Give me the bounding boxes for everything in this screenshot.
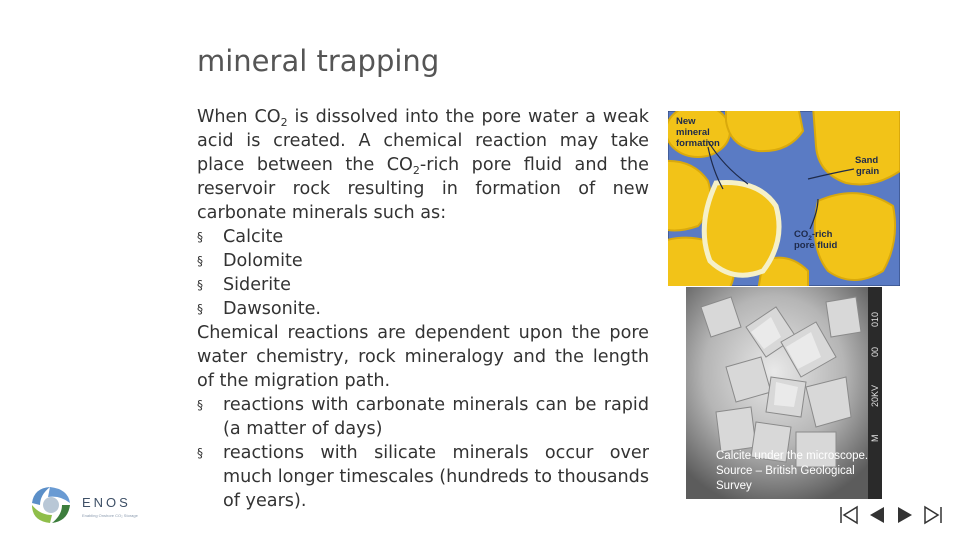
sem-label: 00 [870, 346, 880, 357]
list-item: § Dawsonite. [197, 299, 322, 319]
label-new-mineral: New [676, 116, 696, 127]
pore-space-diagram [668, 111, 900, 286]
list-item: § Siderite [197, 275, 291, 295]
list-item: § reactions with silicate minerals occur over much longer timescales (hundreds to thousands of years). [197, 443, 649, 511]
list-item: § Dolomite [197, 251, 303, 271]
label-co2-fluid: $CO_2$-rich [794, 229, 833, 242]
label-new-mineral: mineral [676, 127, 710, 138]
label-sand-grain: grain [856, 166, 880, 177]
micrograph-caption: Calcite under the microscope. Source – British Geological Survey [716, 450, 869, 492]
last-slide-icon[interactable] [922, 504, 944, 526]
slide-title: mineral trapping [197, 44, 440, 78]
list-item: § reactions with carbonate minerals can be rapid (a matter of days) [197, 395, 649, 439]
logo-wordmark: ENOS [82, 495, 131, 510]
previous-slide-icon[interactable] [866, 504, 888, 526]
logo-tagline: Enabling Onshore CO₂ Storage [82, 513, 138, 518]
new-mineral-rim [704, 182, 779, 275]
sem-label: 010 [870, 311, 880, 327]
sem-label: 20KV [870, 384, 880, 407]
label-sand-grain: Sand [855, 155, 879, 166]
list-item: § Calcite [197, 227, 284, 247]
reaction-list [197, 393, 649, 513]
enos-logo [30, 485, 140, 525]
intro-paragraph: When $CO_2$ is dissolved into the pore water a weak acid is created. A chemical reaction may take place between the $CO_2$-rich pore fluid and the reservoir rock resulting in formation of new carbonate minerals such as: [197, 107, 650, 223]
mineral-list [197, 225, 649, 321]
reactions-paragraph: Chemical reactions are dependent upon the pore water chemistry, rock mineralogy and the length of the migration path. [197, 323, 649, 391]
sem-label: M [870, 434, 880, 442]
first-slide-icon[interactable] [838, 504, 860, 526]
slide-navigation [838, 504, 944, 526]
enos-logo-mark [32, 487, 70, 523]
slide-body [197, 105, 649, 513]
label-co2-fluid: pore fluid [794, 240, 838, 251]
label-new-mineral: formation [676, 138, 720, 149]
next-slide-icon[interactable] [894, 504, 916, 526]
